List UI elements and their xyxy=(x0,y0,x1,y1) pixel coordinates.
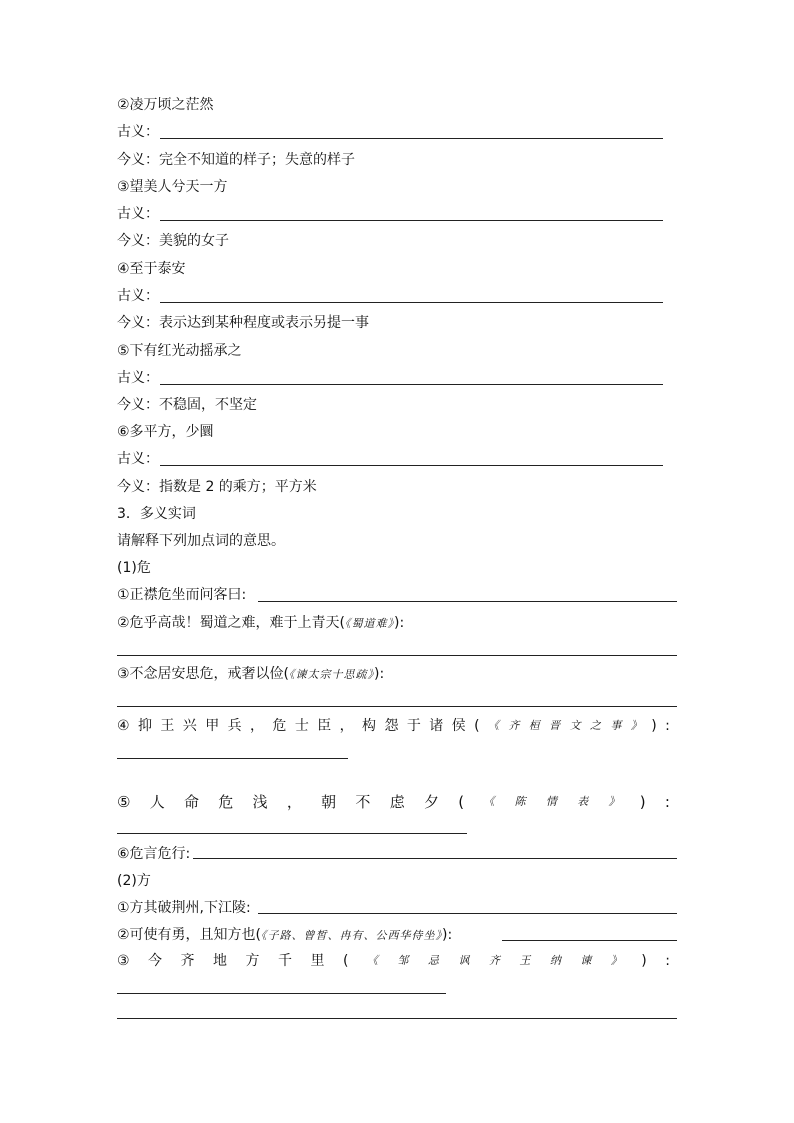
char: 》 xyxy=(630,719,643,732)
answer-line[interactable] xyxy=(117,1018,677,1019)
answer-line[interactable] xyxy=(160,384,663,385)
char: 齐 xyxy=(508,719,521,732)
jin-line xyxy=(117,151,355,169)
char: 构 xyxy=(362,718,377,734)
gu-label: 古义： xyxy=(117,370,159,386)
group-title-fang: (2)方 xyxy=(117,873,151,889)
answer-line[interactable] xyxy=(117,758,348,759)
item-text: ③不念居安思危，戒奢以俭(《谏太宗十思疏》): xyxy=(117,666,385,682)
answer-line[interactable] xyxy=(160,138,663,139)
item-text: ②可使有勇，且知方也(《子路、曾皙、冉有、公西华侍坐》): xyxy=(117,927,453,943)
char: 兴 xyxy=(182,718,197,734)
char: ( xyxy=(342,953,349,969)
char: : xyxy=(664,793,670,811)
item-text-justified xyxy=(117,952,670,970)
char: 危 xyxy=(218,793,234,811)
entry-title: ④至于泰安 xyxy=(117,261,186,277)
char: ( xyxy=(474,718,480,734)
jin-line xyxy=(117,478,317,496)
entry-title: ②凌万顷之茫然 xyxy=(117,97,214,113)
section-instruction: 请解释下列加点词的意思。 xyxy=(117,533,285,549)
jin-label: 今义： xyxy=(117,397,159,413)
char: ( xyxy=(458,793,465,811)
answer-line[interactable] xyxy=(117,993,446,994)
answer-line[interactable] xyxy=(258,913,677,914)
jin-line xyxy=(117,232,229,250)
char: ) xyxy=(641,953,647,969)
modern-meaning: 表示达到某种程度或表示另提一事 xyxy=(159,315,369,331)
char: 讽 xyxy=(458,954,471,967)
char: 诸 xyxy=(429,718,444,734)
modern-meaning: 完全不知道的样子；失意的样子 xyxy=(159,152,355,168)
entry-title: ⑥多平方，少圜 xyxy=(117,424,214,440)
char: 王 xyxy=(519,954,532,967)
jin-label: 今义： xyxy=(117,152,159,168)
book-title: 《蜀道难》 xyxy=(345,617,395,630)
char: 忌 xyxy=(427,954,440,967)
char: ⑤ xyxy=(117,793,131,811)
char: 表 xyxy=(577,795,590,808)
char: ， xyxy=(250,718,264,734)
answer-line[interactable] xyxy=(193,858,677,859)
char: 邹 xyxy=(397,954,410,967)
book-title: 《谏太宗十思疏》 xyxy=(289,668,375,681)
char: 人 xyxy=(149,793,165,811)
char: 纳 xyxy=(549,954,562,967)
char: ③ xyxy=(117,953,130,969)
char: 之 xyxy=(589,719,602,732)
char: 虑 xyxy=(389,793,405,811)
item-text: ②危乎高哉！蜀道之难，难于上青天(《蜀道难》): xyxy=(117,615,405,631)
jin-label: 今义： xyxy=(117,479,159,495)
answer-line[interactable] xyxy=(160,302,663,303)
group-title-wei: (1)危 xyxy=(117,560,151,576)
modern-meaning: 美貌的女子 xyxy=(159,233,229,249)
modern-meaning: 不稳固，不坚定 xyxy=(159,397,257,413)
jin-label: 今义： xyxy=(117,233,159,249)
char: 侯 xyxy=(451,718,466,734)
jin-line xyxy=(117,396,257,414)
char: : xyxy=(665,953,670,969)
char: ④ xyxy=(117,718,130,734)
char: 齐 xyxy=(488,954,501,967)
char: 浅 xyxy=(252,793,268,811)
gu-label: 古义： xyxy=(117,124,159,140)
char: 危 xyxy=(272,718,287,734)
answer-line[interactable] xyxy=(117,833,467,834)
char: 桓 xyxy=(528,719,541,732)
gu-label: 古义： xyxy=(117,451,159,467)
char: 命 xyxy=(184,793,200,811)
modern-meaning: 指数是 2 的乘方；平方米 xyxy=(159,479,317,495)
char: 士 xyxy=(294,718,309,734)
char: 不 xyxy=(355,793,371,811)
answer-line[interactable] xyxy=(502,940,677,941)
char: : xyxy=(665,718,670,734)
char: 怨 xyxy=(384,718,399,734)
char: 抑 xyxy=(137,718,152,734)
char: 甲 xyxy=(205,718,220,734)
char: 谏 xyxy=(580,954,593,967)
item-text: ①正襟危坐而问客曰: xyxy=(117,587,247,603)
char: ， xyxy=(339,718,354,734)
item-text-justified xyxy=(117,793,670,811)
char: 文 xyxy=(569,719,582,732)
item-text: ①方其破荆州,下江陵: xyxy=(117,900,251,916)
char: 齐 xyxy=(180,953,195,969)
char: ) xyxy=(639,793,646,811)
char: 《 xyxy=(483,795,496,808)
char: 王 xyxy=(160,718,175,734)
char: ， xyxy=(286,793,302,811)
answer-line[interactable] xyxy=(160,465,663,466)
char: 《 xyxy=(487,719,500,732)
answer-line[interactable] xyxy=(117,655,677,656)
char: 方 xyxy=(245,953,260,969)
gu-label: 古义： xyxy=(117,206,159,222)
item-text-justified xyxy=(117,717,670,735)
jin-label: 今义： xyxy=(117,315,159,331)
entry-title: ⑤下有红光动摇承之 xyxy=(117,343,242,359)
char: 里 xyxy=(310,953,325,969)
char: 《 xyxy=(366,954,379,967)
char: 夕 xyxy=(423,793,439,811)
char: 于 xyxy=(406,718,421,734)
answer-line[interactable] xyxy=(160,220,663,221)
char: 》 xyxy=(610,954,623,967)
char: ) xyxy=(651,718,657,734)
answer-line[interactable] xyxy=(117,706,677,707)
entry-title: ③望美人兮天一方 xyxy=(117,179,228,195)
char: 陈 xyxy=(514,795,527,808)
char: 朝 xyxy=(321,793,337,811)
char: 》 xyxy=(608,795,621,808)
char: 情 xyxy=(545,795,558,808)
char: 地 xyxy=(213,953,228,969)
item-text: ⑥危言危行: xyxy=(117,846,191,862)
char: 事 xyxy=(610,719,623,732)
char: 今 xyxy=(148,953,163,969)
book-title: 《子路、曾皙、冉有、公西华侍坐》 xyxy=(261,929,443,942)
char: 兵 xyxy=(227,718,242,734)
char: 晋 xyxy=(549,719,562,732)
section-heading: 3．多义实词 xyxy=(117,506,196,522)
gu-label: 古义： xyxy=(117,288,159,304)
char: 千 xyxy=(277,953,292,969)
jin-line xyxy=(117,314,369,332)
char: 臣 xyxy=(317,718,332,734)
answer-line[interactable] xyxy=(258,601,677,602)
